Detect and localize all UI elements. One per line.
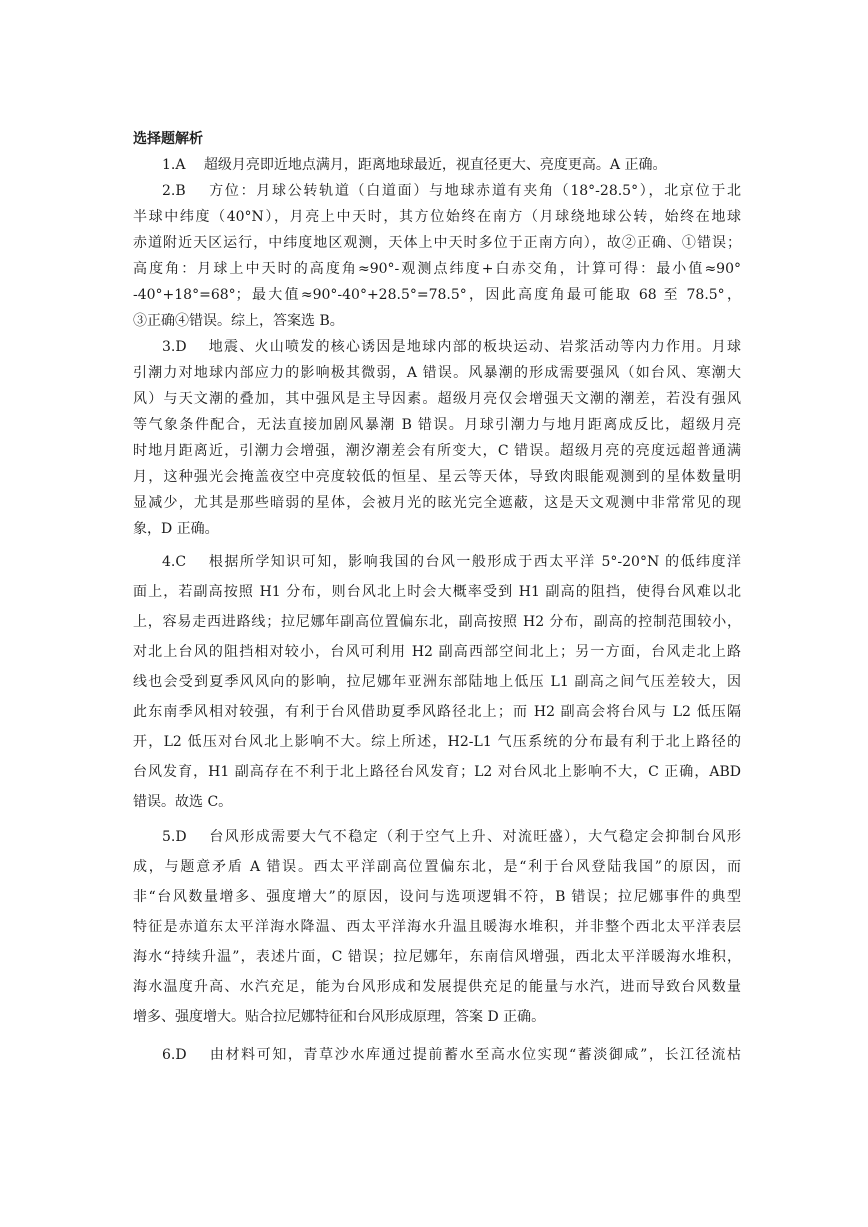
answer-line: 错误。故选 C。 xyxy=(133,794,233,810)
answer-line: 面上，若副高按照 H1 分布，则台风北上时会大概率受到 H1 副高的阻挡，使得台风难以北 xyxy=(133,584,741,600)
section-heading: 选择题解析 xyxy=(133,131,203,147)
answer-3 xyxy=(133,334,741,542)
answer-line: 台风发育，H1 副高存在不利于北上路径台风发育；L2 对台风北上影响不大，C 正确，ABD xyxy=(133,764,741,780)
answer-line: 象，D 正确。 xyxy=(133,521,219,537)
answer-2 xyxy=(133,178,741,334)
answer-line: 风）与天文潮的叠加，其中强风是主导因素。超级月亮仅会增强天文潮的潮差，若没有强风 xyxy=(133,391,741,407)
answer-6 xyxy=(133,1040,741,1070)
answer-1 xyxy=(133,152,741,178)
answer-line: 6.D 由材料可知，青草沙水库通过提前蓄水至高水位实现“蓄淡御咸”，长江径流枯 xyxy=(162,1047,741,1063)
answer-line: 海水温度升高、水汽充足，能为台风形成和发展提供充足的能量与水汽，进而导致台风数量 xyxy=(133,979,741,995)
answer-line: 显减少，尤其是那些暗弱的星体，会被月光的眩光完全遮蔽，这是天文观测中非常常见的现 xyxy=(133,495,741,511)
answer-line: 引潮力对地球内部应力的影响极其微弱，A 错误。风暴潮的形成需要强风（如台风、寒潮大 xyxy=(133,365,741,381)
answer-line: 对北上台风的阻挡相对较小，台风可利用 H2 副高西部空间北上；另一方面，台风走北上路 xyxy=(133,644,741,660)
answer-line: 3.D 地震、火山喷发的核心诱因是地球内部的板块运动、岩浆活动等内力作用。月球 xyxy=(162,339,741,355)
answer-line: 此东南季风相对较强，有利于台风借助夏季风路径北上；而 H2 副高会将台风与 L2 低压隔 xyxy=(133,704,741,720)
answer-line: 5.D 台风形成需要大气不稳定（利于空气上升、对流旺盛），大气稳定会抑制台风形 xyxy=(162,829,741,845)
answer-line: 半球中纬度（40°N），月亮上中天时，其方位始终在南方（月球绕地球公转，始终在地球 xyxy=(133,209,741,225)
answer-line: 开，L2 低压对台风北上影响不大。综上所述，H2-L1 气压系统的分布最有利于北上路径的 xyxy=(133,734,741,750)
answer-line: 成，与题意矛盾 A 错误。西太平洋副高位置偏东北，是“利于台风登陆我国”的原因，而 xyxy=(133,859,741,875)
answer-line: 海水“持续升温”，表述片面，C 错误；拉尼娜年，东南信风增强，西北太平洋暖海水堆积， xyxy=(133,949,741,965)
answer-line: 2.B 方位：月球公转轨道（白道面）与地球赤道有夹角（18°-28.5°），北京位于北 xyxy=(162,183,741,199)
answer-line: 非“台风数量增多、强度增大”的原因，设问与选项逻辑不符，B 错误；拉尼娜事件的典型 xyxy=(133,889,741,905)
answer-line: 月，这种强光会掩盖夜空中亮度较低的恒星、星云等天体，导致肉眼能观测到的星体数量明 xyxy=(133,469,741,485)
answer-line: 增多、强度增大。贴合拉尼娜特征和台风形成原理，答案 D 正确。 xyxy=(133,1009,546,1025)
page-content xyxy=(133,126,741,1070)
answer-line: 特征是赤道东太平洋海水降温、西太平洋海水升温且暖海水堆积，并非整个西北太平洋表层 xyxy=(133,919,741,935)
answer-line: 赤道附近天区运行，中纬度地区观测，天体上中天时多位于正南方向），故②正确、①错误； xyxy=(133,235,741,251)
answer-line: 线也会受到夏季风风向的影响，拉尼娜年亚洲东部陆地上低压 L1 副高之间气压差较大，因 xyxy=(133,674,741,690)
answer-5 xyxy=(133,822,741,1032)
answer-line: 4.C 根据所学知识可知，影响我国的台风一般形成于西太平洋 5°-20°N 的低纬度洋 xyxy=(162,554,741,570)
answer-line: 上，容易走西进路线；拉尼娜年副高位置偏东北，副高按照 H2 分布，副高的控制范围较小， xyxy=(133,614,741,630)
answer-line: 高度角：月球上中天时的高度角≈90°-观测点纬度+白赤交角，计算可得：最小值≈90° xyxy=(133,261,741,277)
answer-line: ③正确④错误。综上，答案选 B。 xyxy=(133,313,344,329)
answer-line: -40°+18°=68°；最大值≈90°-40°+28.5°=78.5°，因此高度角最可能取 68 至 78.5°， xyxy=(133,287,741,303)
answer-line: 时地月距离近，引潮力会增强，潮汐潮差会有所变大，C 错误。超级月亮的亮度远超普通满 xyxy=(133,443,741,459)
answer-line: 等气象条件配合，无法直接加剧风暴潮 B 错误。月球引潮力与地月距离成反比，超级月亮 xyxy=(133,417,741,433)
answer-line: 1.A 超级月亮即近地点满月，距离地球最近，视直径更大、亮度更高。A 正确。 xyxy=(162,157,667,173)
answer-4 xyxy=(133,547,741,817)
